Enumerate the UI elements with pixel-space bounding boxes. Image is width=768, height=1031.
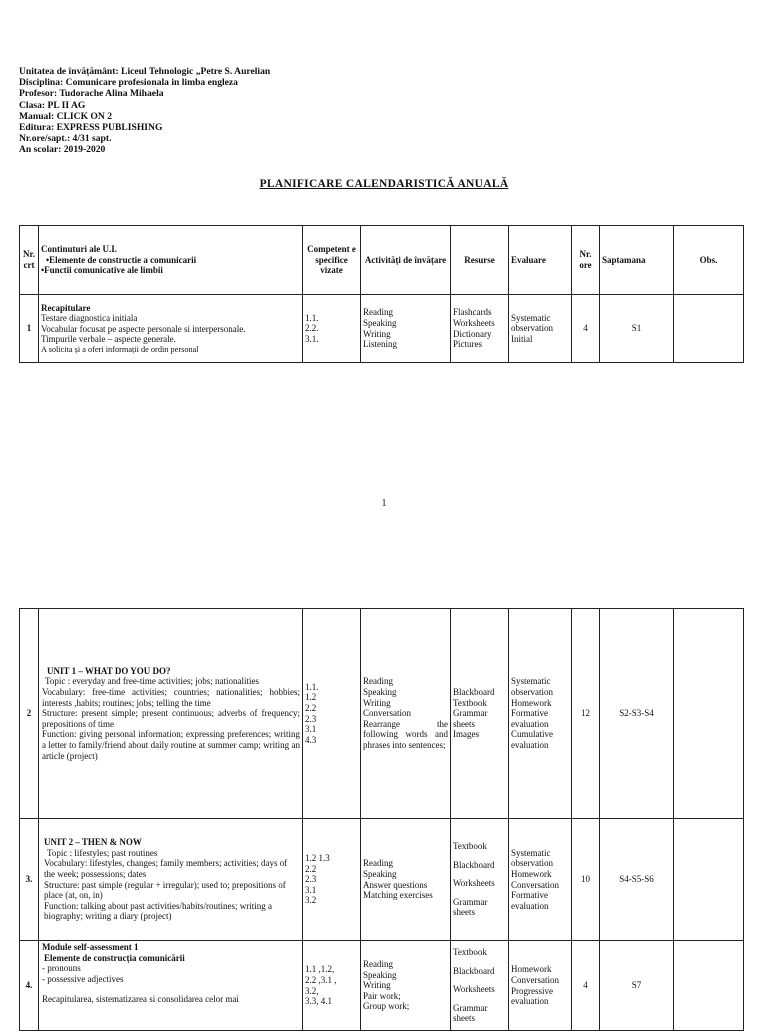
row-number: 4. (20, 941, 39, 1031)
row-resurse (451, 819, 509, 941)
resursa-item: Dictionary (453, 328, 492, 339)
row-title: Recapitulare (41, 302, 91, 313)
evaluare-item: Systematic (511, 847, 551, 858)
competenta-item: 2.2 (305, 702, 317, 713)
resursa-item: Worksheets (453, 317, 495, 328)
table-header-row (20, 226, 744, 295)
row-title: UNIT 2 – THEN & NOW (44, 837, 142, 848)
header-line-publisher: Editura: EXPRESS PUBLISHING (19, 122, 163, 134)
row-saptamana: S7 (600, 941, 674, 1031)
activitate-item: Writing (363, 697, 391, 708)
activitate-item: Speaking (363, 969, 397, 980)
table-row (20, 819, 744, 941)
row-subtitle: Elemente de construcția comunicării (44, 952, 185, 963)
row-resurse (451, 941, 509, 1031)
header-saptamana: Saptamana (600, 226, 674, 295)
resursa-item: Grammar sheets (453, 896, 488, 918)
row-ore: 4 (572, 295, 600, 363)
competenta-item: 2.2 (305, 863, 317, 874)
row-number: 3. (20, 819, 39, 941)
resursa-item: Worksheets (453, 984, 495, 995)
activitate-item: Matching exercises (363, 890, 433, 901)
row-resurse (451, 609, 509, 819)
row-line: Structure: past simple (regular + irregular); used to; prepositions of place (at, on, in) (44, 879, 286, 901)
row-obs (674, 941, 744, 1031)
activitate-item: Speaking (363, 317, 397, 328)
row-line: Topic : everyday and free-time activities; jobs; nationalities (45, 676, 260, 687)
row-content (39, 941, 303, 1031)
activitate-item: Conversation (363, 708, 411, 719)
competenta-item: 3.1 (305, 884, 317, 895)
row-line: A solicita și a oferi informații de ordin personal (41, 344, 199, 354)
header-continuturi (39, 226, 303, 295)
document-title: PLANIFICARE CALENDARISTICĂ ANUALĂ (259, 178, 509, 190)
resursa-item: Flashcards (453, 307, 492, 318)
header-competente: Competent e specifice vizate (303, 226, 361, 295)
evaluare-item: Conversation (511, 879, 559, 890)
evaluare-item: Homework (511, 697, 552, 708)
evaluare-item: evaluation (511, 900, 549, 911)
activitate-item: Reading (363, 858, 393, 869)
activitate-item: Listening (363, 339, 397, 350)
evaluare-item: Systematic (511, 312, 551, 323)
resursa-item: Blackboard (453, 859, 495, 870)
resursa-item: Grammar sheets (453, 708, 488, 729)
resursa-item: Worksheets (453, 878, 495, 889)
evaluare-item: Cumulative evaluation (511, 729, 553, 750)
row-line: Timpurile verbale – aspecte generale. (41, 334, 176, 345)
row-line: Vocabulary: free-time activities; countries; nationalities; hobbies; interests ,habits; routines; jobs; telling the time (42, 687, 300, 708)
row-saptamana: S4-S5-S6 (600, 819, 674, 941)
evaluare-item: Progressive (511, 985, 553, 996)
header-line-manual: Manual: CLICK ON 2 (19, 110, 113, 122)
row-obs (674, 609, 744, 819)
row-content (39, 609, 303, 819)
activitate-item: Group work; (363, 1001, 410, 1012)
row-content (39, 295, 303, 363)
page-2 (0, 560, 768, 1024)
competenta-item: 1.2 1.3 (305, 853, 330, 864)
resursa-item: Images (453, 729, 479, 740)
row-number: 2 (20, 609, 39, 819)
resursa-item: Blackboard (453, 687, 495, 698)
competenta-item: 3.3, 4.1 (305, 996, 332, 1007)
row-line: Vocabular focusat pe aspecte personale si interpersonale. (41, 323, 246, 334)
row-resurse (451, 295, 509, 363)
row-ore: 4 (572, 941, 600, 1031)
planning-table-page-2 (19, 608, 744, 1031)
header-continuturi-line-3: •Functii comunicative ale limbii (41, 265, 163, 276)
row-activitati (361, 819, 451, 941)
competenta-item: 3.1. (305, 333, 319, 344)
header-line-school: Unitatea de învățământ: Liceul Tehnologic „Petre S. Aurelian (19, 66, 271, 77)
competenta-item: 3.2 (305, 895, 317, 906)
competenta-item: 2.2 ,3.1 , (305, 974, 337, 985)
row-saptamana: S2-S3-S4 (600, 609, 674, 819)
row-ore: 10 (572, 819, 600, 941)
evaluare-item: observation (511, 323, 553, 334)
evaluare-item: Homework (511, 868, 552, 879)
header-obs: Obs. (674, 226, 744, 295)
table-row (20, 295, 744, 363)
page-number: 1 (381, 498, 387, 509)
planning-table-page-1 (19, 225, 744, 363)
evaluare-item: observation (511, 687, 553, 698)
row-evaluare (509, 295, 572, 363)
row-competente (303, 295, 361, 363)
competenta-item: 2.2. (305, 323, 319, 334)
row-competente (303, 609, 361, 819)
evaluare-item: Homework (511, 964, 552, 975)
row-line: Function: giving personal information; expressing preferences; writing a letter to family/friend about daily routine at summer camp; writing an article (project) (42, 729, 300, 761)
competenta-item: 2.3 (305, 713, 317, 724)
header-evaluare: Evaluare (509, 226, 572, 295)
resursa-item: Textbook (453, 841, 487, 852)
row-obs (674, 295, 744, 363)
row-line: Testare diagnostica initiala (41, 313, 138, 324)
row-competente (303, 819, 361, 941)
activitate-item: Reading (363, 959, 393, 970)
header-resurse: Resurse (451, 226, 509, 295)
activitate-item: Reading (363, 307, 393, 318)
competenta-item: 1.2 (305, 692, 317, 703)
row-line: Topic : lifestyles; past routines (47, 847, 158, 858)
row-title: UNIT 1 – WHAT DO YOU DO? (47, 665, 171, 676)
evaluare-item: Formative evaluation (511, 708, 549, 729)
row-line: - pronouns (42, 963, 81, 974)
evaluare-item: Formative (511, 890, 548, 901)
competenta-item: 1.1. (305, 312, 319, 323)
activitate-item: Pair work; (363, 990, 401, 1001)
competenta-item: 3.1 (305, 724, 317, 735)
row-evaluare (509, 609, 572, 819)
row-line: Function: talking about past activities/habits/routines; writing a biography; writing a diary (project) (44, 900, 272, 922)
activitate-item: Writing (363, 328, 391, 339)
evaluare-item: Systematic (511, 676, 551, 687)
row-competente (303, 941, 361, 1031)
row-line: Recapitularea, sistematizarea si consolidarea celor mai (42, 994, 239, 1005)
row-line: - possessive adjectives (42, 973, 124, 984)
activitate-item: Rearrange the following words and phrases into sentences; (363, 718, 448, 750)
row-saptamana: S1 (600, 295, 674, 363)
row-line: Structure: present simple; present continuous; adverbs of frequency; prepositions of time (42, 708, 300, 729)
document-header (19, 66, 270, 156)
activitate-item: Answer questions (363, 879, 428, 890)
competenta-item: 3.2, (305, 985, 319, 996)
header-continuturi-line-1: Continuturi ale U.I. (41, 244, 118, 255)
header-activitati: Activități de învățare (361, 226, 451, 295)
header-nr-crt: Nr. crt (20, 226, 39, 295)
resursa-item: Grammar sheets (453, 1002, 488, 1024)
resursa-item: Blackboard (453, 965, 495, 976)
header-nr-ore: Nr. ore (572, 226, 600, 295)
header-line-year: An scolar: 2019-2020 (19, 144, 106, 156)
header-continuturi-line-2: •Elemente de constructie a comunicarii (46, 254, 197, 265)
row-content (39, 819, 303, 941)
competenta-item: 4.3 (305, 734, 317, 745)
table-row (20, 941, 744, 1031)
row-line: Vocabulary: lifestyles, changes; family members; activities; days of the week; possessions; dates (44, 858, 288, 879)
resursa-item: Textbook (453, 697, 487, 708)
row-title: Module self-assessment 1 (42, 942, 139, 952)
evaluare-item: Conversation (511, 974, 559, 985)
row-line (42, 984, 300, 994)
resursa-item: Textbook (453, 947, 487, 958)
evaluare-item: evaluation (511, 996, 549, 1007)
header-line-teacher: Profesor: Tudorache Alina Mihaela (19, 88, 164, 100)
row-number: 1 (20, 295, 39, 363)
competenta-item: 1.1. (305, 681, 319, 692)
row-obs (674, 819, 744, 941)
row-evaluare (509, 819, 572, 941)
row-activitati (361, 295, 451, 363)
activitate-item: Speaking (363, 687, 397, 698)
competenta-item: 2.3 (305, 874, 317, 885)
row-activitati (361, 609, 451, 819)
competenta-item: 1.1 ,1.2, (305, 964, 335, 975)
header-line-discipline: Disciplina: Comunicare profesionala in limba engleza (19, 77, 238, 89)
row-ore: 12 (572, 609, 600, 819)
table-row (20, 609, 744, 819)
evaluare-item: observation (511, 858, 553, 869)
row-evaluare (509, 941, 572, 1031)
evaluare-item: Initial (511, 333, 533, 344)
row-activitati (361, 941, 451, 1031)
activitate-item: Speaking (363, 868, 397, 879)
header-line-class: Clasa: PL II AG (19, 99, 86, 111)
header-line-hours: Nr.ore/sapt.: 4/31 sapt. (19, 133, 112, 145)
resursa-item: Pictures (453, 339, 482, 350)
activitate-item: Writing (363, 980, 391, 991)
activitate-item: Reading (363, 676, 393, 687)
